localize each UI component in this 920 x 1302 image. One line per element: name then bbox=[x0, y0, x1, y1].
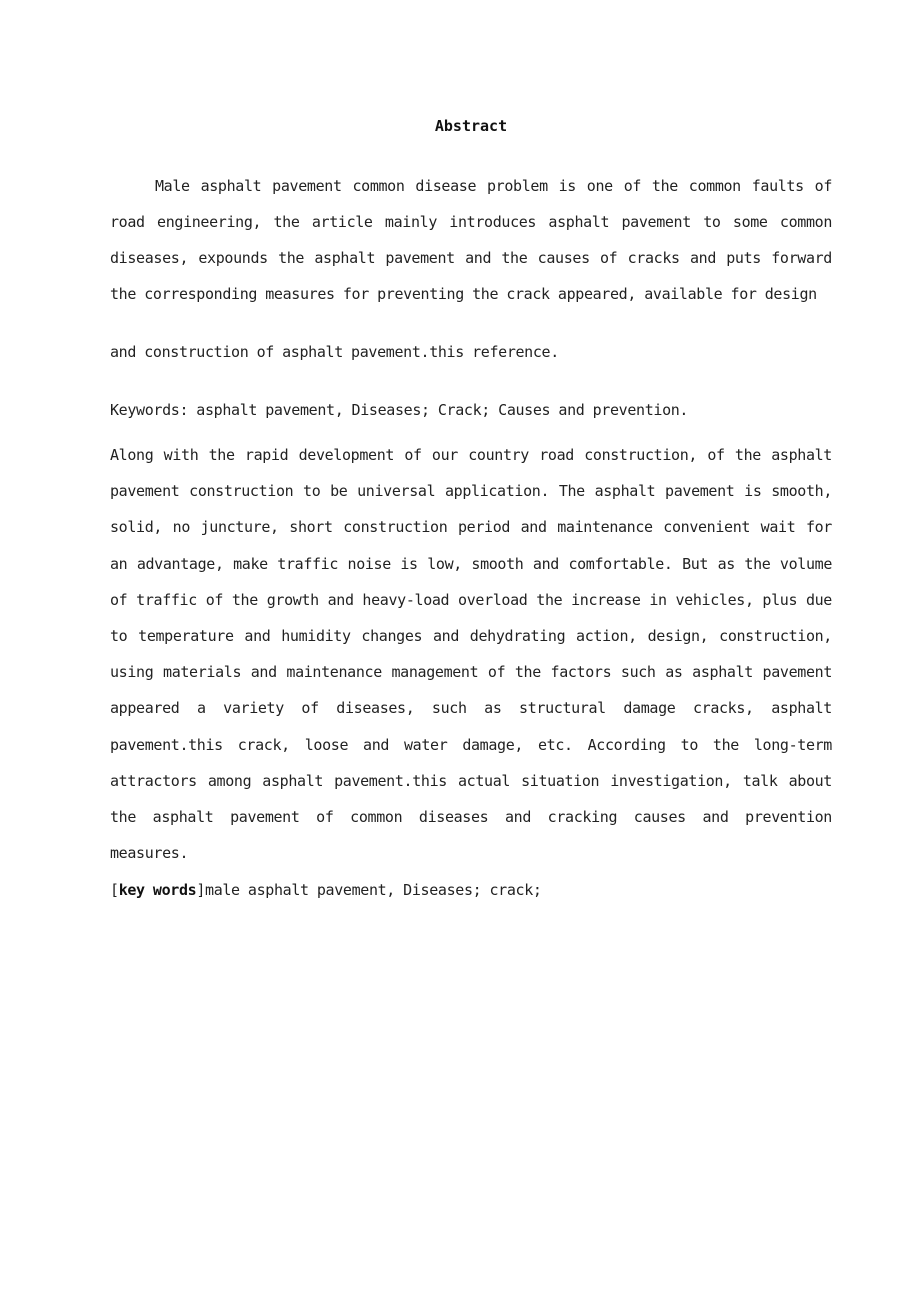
keywords-line: Keywords: asphalt pavement, Diseases; Crack; Causes and prevention. bbox=[110, 401, 689, 419]
key-words-text: male asphalt pavement, Diseases; crack; bbox=[205, 881, 542, 899]
abstract-paragraph: Male asphalt pavement common disease problem is one of the common faults of road engineering, the article mainly introduces asphalt pavement to some common diseases, expounds the asphalt pavement and the causes of cracks and puts forward the corresponding measures for preventing the crack appeared, available for design bbox=[110, 177, 832, 303]
key-words-label: key words bbox=[118, 881, 197, 899]
body-paragraph: Along with the rapid development of our country road construction, of the asphalt pavement construction to be universal application. The asphalt pavement is smooth, solid, no juncture, short construction period and maintenance convenient wait for an advantage, make traffic noise is low, smooth and comfortable. But as the volume of traffic of the growth and heavy-load overload the increase in vehicles, plus due to temperature and humidity changes and dehydrating action, design, construction, using materials and maintenance management of the factors such as asphalt pavement appeared a variety of diseases, such as structural damage cracks, asphalt pavement.this crack, loose and water damage, etc. According to the long-term attractors among asphalt pavement.this actual situation investigation, talk about the asphalt pavement of common diseases and cracking causes and prevention measures. bbox=[110, 446, 832, 863]
abstract-title: Abstract bbox=[434, 117, 508, 135]
abstract-tail-line: and construction of asphalt pavement.this reference. bbox=[110, 343, 559, 361]
key-words-open-bracket: [ bbox=[110, 881, 119, 899]
key-words-line bbox=[110, 872, 832, 908]
key-words-close-bracket: ] bbox=[196, 881, 206, 899]
